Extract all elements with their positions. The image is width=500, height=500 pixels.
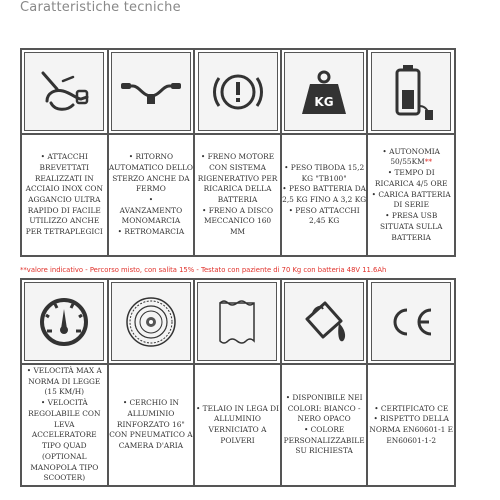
patented-attachment-icon [33,61,95,123]
feature-line: • PRESA USB SITUATA SULLA BATTERIA [379,211,443,242]
features-table-bottom [20,278,456,487]
feature-line: • VELOCITÀ MAX A NORMA DI LEGGE (15 KM/H) [26,365,102,397]
feature-line: • VELOCITÀ REGOLABILE CON LEVA ACCELERATORE TIPO QUAD (OPTIONAL MANOPOLA TIPO SCOOTER) [28,398,101,483]
icon-cell [194,49,281,134]
speedometer-icon [35,293,93,351]
features-table-top [20,48,456,257]
footnote: **valore indicativo - Percorso misto, con salita 15% - Testato con paziente di 70 Kg con batteria 48V 11.6Ah [20,266,387,274]
feature-text [281,364,368,486]
features-row [21,364,455,486]
icon-cell [21,279,108,364]
feature-text [367,134,455,256]
section-title: Caratteristiche tecniche [20,0,181,15]
icon-cell [367,279,455,364]
feature-line: • [148,195,154,204]
feature-line: • PESO BATTERIA DA 2,5 KG FINO A 3,2 KG [282,184,367,204]
paint-bucket-icon [295,293,353,351]
handlebar-icon [119,72,183,112]
feature-line: • RETROMARCIA [117,227,185,237]
feature-text [108,134,195,256]
feature-line: AVANZAMENTO MONOMARCIA [119,205,183,226]
brake-warning-icon [210,64,266,120]
icon-cell [194,279,281,364]
asterisk-mark: ** [424,157,433,167]
feature-line: • TEMPO DI RICARICA 4/5 ORE [374,168,448,188]
feature-text [108,364,195,486]
frame-paint-icon [214,297,260,347]
features-row [21,134,455,256]
weight-kg-icon [296,64,352,120]
feature-line: • FRENO A DISCO MECCANICO 160 MM [202,205,274,237]
feature-line: • DISPONIBILE NEI COLORI: BIANCO - NERO OPACO [285,392,363,424]
feature-text [21,134,108,256]
feature-line: • ATTACCHI BREVETTATI REALIZZATI IN ACCIAIO INOX CON AGGANCIO ULTRA RAPIDO DI FACILE UTILIZZO ANCHE PER TETRAPLEGICI [25,152,103,237]
feature-line: • PESO ATTACCHI 2,45 KG [288,205,360,226]
feature-line: • CERTIFICATO CE [374,403,449,413]
feature-line: • PESO TIBODA 15,2 KG "TB100" [284,162,365,183]
battery-charger-icon [383,62,439,122]
feature-text [281,134,368,256]
feature-line: • RITORNO AUTOMATICO DELLO STERZO ANCHE DA FERMO [108,152,193,194]
feature-line: • CERCHIO IN ALLUMINIO RINFORZATO 16" CON PNEUMATICO A CAMERA D'ARIA [109,398,193,451]
feature-line: • TELAIO IN LEGA DI ALLUMINIO VERNICIATO A POLVERI [195,403,280,445]
icon-cell [21,49,108,134]
svg-text:KG: KG [314,94,334,109]
feature-line: • AUTONOMIA 50/55KM** [382,146,441,167]
icon-cell [367,49,455,134]
feature-line: • CARICA BATTERIA DI SERIE [371,189,451,210]
feature-text [194,134,281,256]
wheel-rim-icon [122,293,180,351]
feature-line: • COLORE PERSONALIZZABILE SU RICHIESTA [283,425,365,456]
icon-cell [281,279,368,364]
feature-line: • FRENO MOTORE CON SISTEMA RIGENERATIVO PER RICARICA DELLA BATTERIA [197,152,278,204]
feature-line: • RISPETTO DELLA NORMA EN60601-1 E EN60601-1-2 [369,414,454,445]
icon-cell [108,49,195,134]
icon-cell [281,49,368,134]
ce-mark-icon [383,302,439,342]
feature-text [21,364,108,486]
feature-text [194,364,281,486]
feature-text [367,364,455,486]
icon-cell [108,279,195,364]
